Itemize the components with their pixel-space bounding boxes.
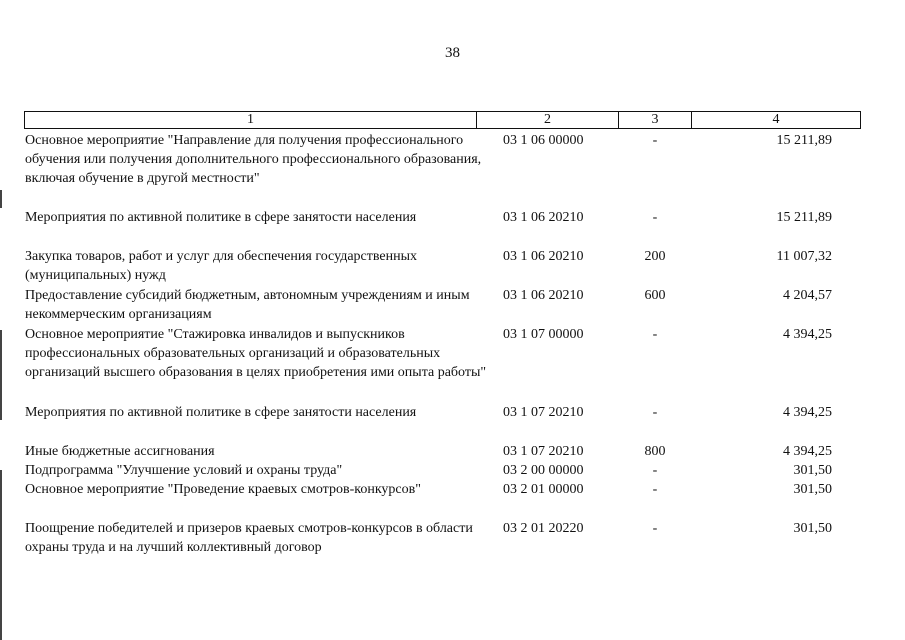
row-code: 03 2 00 00000 bbox=[503, 463, 584, 478]
row-code: 03 1 06 20210 bbox=[503, 249, 584, 264]
row-expense-type: - bbox=[652, 133, 658, 148]
row-code: 03 1 07 20210 bbox=[503, 405, 584, 420]
row-description: Закупка товаров, работ и услуг для обеспечения государственных (муниципальных) нужд bbox=[25, 249, 418, 283]
scan-edge-line bbox=[0, 470, 2, 640]
row-description: Подпрограмма "Улучшение условий и охраны труда" bbox=[25, 463, 343, 478]
row-description: Предоставление субсидий бюджетным, автономным учреждениям и иным некоммерческим организациям bbox=[25, 288, 470, 322]
row-amount: 301,50 bbox=[793, 521, 832, 536]
table-header bbox=[24, 111, 861, 129]
row-description: Иные бюджетные ассигнования bbox=[25, 444, 215, 459]
scan-edge-line bbox=[0, 190, 2, 208]
row-code: 03 1 06 00000 bbox=[503, 133, 584, 148]
row-amount: 301,50 bbox=[793, 463, 832, 478]
row-amount: 4 204,57 bbox=[783, 288, 832, 303]
row-expense-type: - bbox=[652, 405, 658, 420]
row-amount: 4 394,25 bbox=[783, 327, 832, 342]
row-code: 03 1 06 20210 bbox=[503, 210, 584, 225]
row-description: Основное мероприятие "Проведение краевых смотров-конкурсов" bbox=[25, 482, 421, 497]
row-description: Основное мероприятие "Стажировка инвалидов и выпускников профессиональных образовательных организаций и образовательных организаций высшего образования в целях приобретения ими опыта работы" bbox=[25, 327, 487, 380]
row-description: Мероприятия по активной политике в сфере занятости населения bbox=[25, 210, 417, 225]
row-amount: 15 211,89 bbox=[776, 210, 832, 225]
row-expense-type: - bbox=[652, 463, 658, 478]
row-expense-type: 600 bbox=[644, 288, 666, 303]
column-header-2: 2 bbox=[477, 112, 619, 128]
row-code: 03 2 01 20220 bbox=[503, 521, 584, 536]
row-expense-type: - bbox=[652, 482, 658, 497]
row-code: 03 1 06 20210 bbox=[503, 288, 584, 303]
row-code: 03 1 07 20210 bbox=[503, 444, 584, 459]
row-description: Поощрение победителей и призеров краевых смотров-конкурсов в области охраны труда и на лучший коллективный договор bbox=[25, 521, 473, 555]
row-amount: 4 394,25 bbox=[783, 444, 832, 459]
row-amount: 4 394,25 bbox=[783, 405, 832, 420]
row-expense-type: - bbox=[652, 210, 658, 225]
row-description: Основное мероприятие "Направление для получения профессионального обучения или получения дополнительного профессионального образования, включая обучение в другой местности" bbox=[25, 133, 482, 186]
row-amount: 11 007,32 bbox=[776, 249, 832, 264]
row-description: Мероприятия по активной политике в сфере занятости населения bbox=[25, 405, 417, 420]
row-expense-type: - bbox=[652, 521, 658, 536]
row-code: 03 1 07 00000 bbox=[503, 327, 584, 342]
row-expense-type: 200 bbox=[644, 249, 666, 264]
column-header-4: 4 bbox=[772, 112, 780, 127]
scan-edge-line bbox=[0, 330, 2, 420]
row-code: 03 2 01 00000 bbox=[503, 482, 584, 497]
page-number: 38 bbox=[445, 45, 460, 61]
row-expense-type: 800 bbox=[644, 444, 666, 459]
row-expense-type: - bbox=[652, 327, 658, 342]
column-header-1: 1 bbox=[25, 112, 477, 128]
row-amount: 15 211,89 bbox=[776, 133, 832, 148]
row-amount: 301,50 bbox=[793, 482, 832, 497]
column-header-3: 3 bbox=[619, 112, 692, 128]
